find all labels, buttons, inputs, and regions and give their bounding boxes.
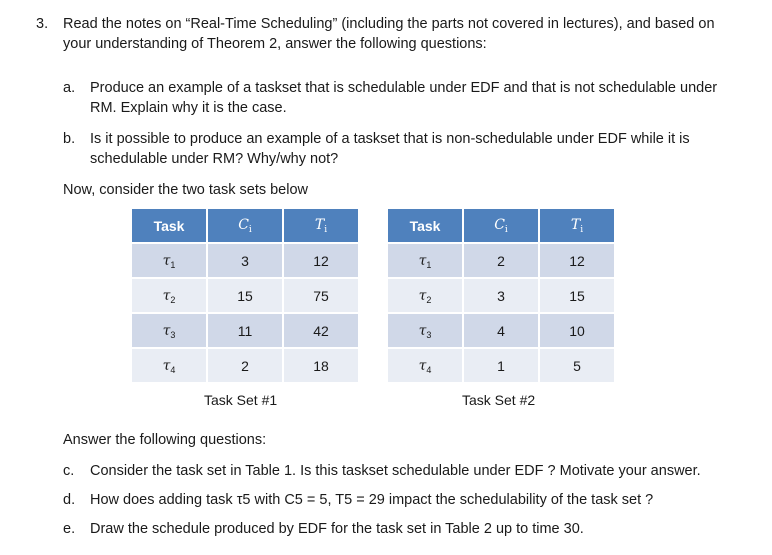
task-cell: $\tau_1$ [132,244,206,277]
table-row [388,349,614,382]
table-row [132,349,358,382]
part-c-text: Consider the task set in Table 1. Is this taskset schedulable under EDF ? Motivate your answer. [90,463,701,479]
t-cell: 12 [540,244,614,277]
task-cell: $\tau_2$ [388,279,462,312]
part-b-line2: schedulable under RM? Why/why not? [90,151,339,167]
table-row [388,279,614,312]
part-a-label: a. [63,80,76,96]
task-cell: $\tau_4$ [132,349,206,382]
table-row [388,314,614,347]
task-set-1-header-t: $T_i$ [284,209,358,242]
t-cell: 15 [540,279,614,312]
task-set-1-header-task: Task [132,209,206,242]
part-d-text: How does adding task τ5 with C5 = 5, T5 = 29 impact the schedulability of the task set ? [90,492,654,508]
task-cell: $\tau_4$ [388,349,462,382]
task-set-1-table [130,207,360,384]
c-cell: 2 [464,244,538,277]
table-row [132,279,358,312]
intro-text: Now, consider the two task sets below [63,182,309,198]
task-set-2-header-task: Task [388,209,462,242]
part-e-text: Draw the schedule produced by EDF for the task set in Table 2 up to time 30. [90,521,584,537]
part-d-label: d. [63,492,76,508]
table-row [388,244,614,277]
c-cell: 4 [464,314,538,347]
t-cell: 12 [284,244,358,277]
task-cell: $\tau_2$ [132,279,206,312]
table-row [132,244,358,277]
c-cell: 3 [464,279,538,312]
answer-intro: Answer the following questions: [63,432,267,448]
task-set-2-header-t: $T_i$ [540,209,614,242]
t-cell: 42 [284,314,358,347]
t-cell: 18 [284,349,358,382]
t-cell: 10 [540,314,614,347]
part-a-line2: RM. Explain why it is the case. [90,100,287,116]
part-e-label: e. [63,521,76,537]
question-number: 3. [36,16,49,32]
c-cell: 2 [208,349,282,382]
task-set-2-caption: Task Set #2 [462,392,536,408]
task-set-2-header-c: $C_i$ [464,209,538,242]
t-cell: 5 [540,349,614,382]
t-cell: 75 [284,279,358,312]
task-cell: $\tau_3$ [132,314,206,347]
question-text-line2: your understanding of Theorem 2, answer the following questions: [63,36,487,52]
task-cell: $\tau_3$ [388,314,462,347]
part-a-line1: Produce an example of a taskset that is schedulable under EDF and that is not schedulable under [90,80,718,96]
c-cell: 15 [208,279,282,312]
c-cell: 1 [464,349,538,382]
c-cell: 3 [208,244,282,277]
part-b-label: b. [63,131,76,147]
part-b-line1: Is it possible to produce an example of a taskset that is non-schedulable under EDF while it is [90,131,690,147]
task-set-1-header-c: $C_i$ [208,209,282,242]
c-cell: 11 [208,314,282,347]
task-set-2-table [386,207,616,384]
task-cell: $\tau_1$ [388,244,462,277]
part-c-label: c. [63,463,75,479]
table-row [132,314,358,347]
question-text-line1: Read the notes on “Real-Time Scheduling” (including the parts not covered in lectures), and based on [63,16,715,32]
task-set-1-caption: Task Set #1 [204,392,278,408]
